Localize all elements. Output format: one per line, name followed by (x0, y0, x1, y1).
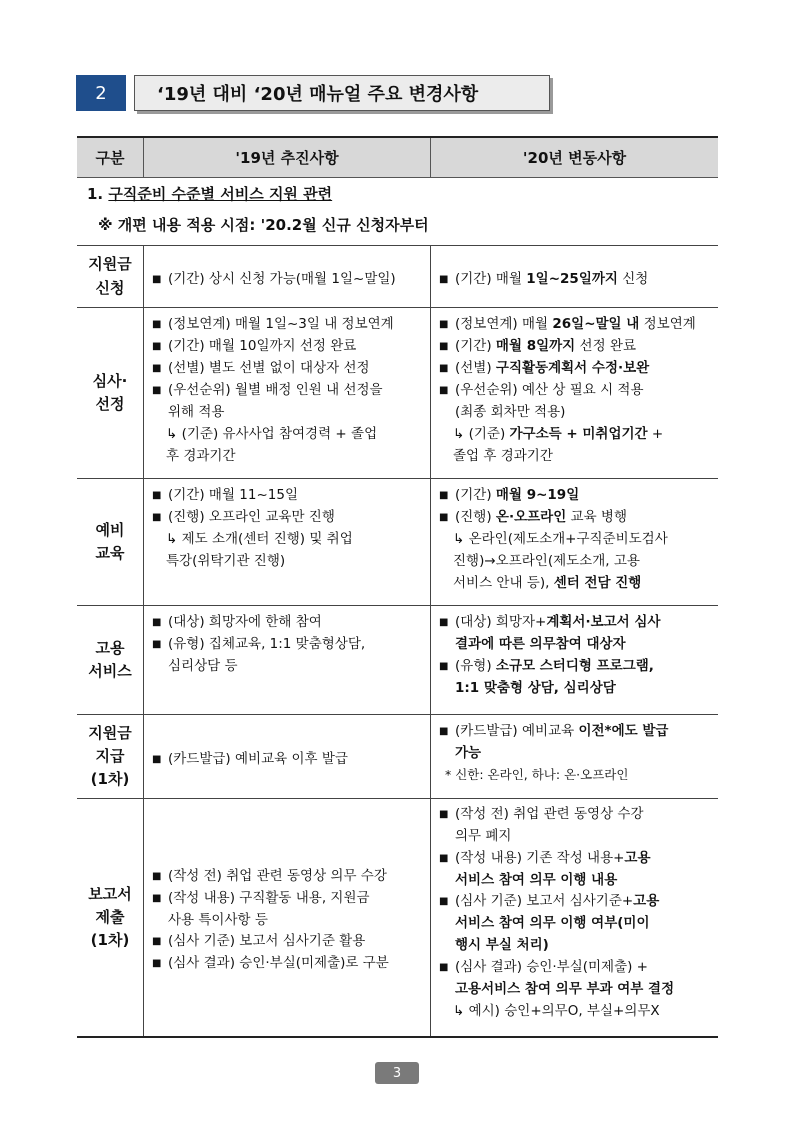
bullet-icon: ■ (439, 809, 449, 820)
section-title: ‘19년 대비 ‘20년 매뉴얼 주요 변경사항 (134, 75, 550, 111)
bullet-icon: ■ (152, 273, 162, 285)
bullet-icon: ■ (439, 490, 449, 501)
list-item: ■ (정보연계) 매월 26일~말일 내 정보연계 (439, 314, 712, 336)
footnote: * 신한: 온라인, 하나: 온·오프라인 (445, 766, 629, 782)
row-category: 보고서 제출 (1차) (77, 799, 144, 1036)
table-row (77, 245, 718, 307)
bullet-icon: ■ (152, 512, 162, 523)
bullet-icon: ■ (439, 319, 449, 330)
bullet-icon: ■ (152, 936, 162, 948)
list-item: ■ (선별) 구직활동계획서 수정·보완 (439, 358, 712, 380)
header-2019: '19년 추진사항 (144, 138, 431, 177)
list-item: ■ (유형) 소규모 스터디형 프로그램, 1:1 맞춤형 상담, 심리상담 (439, 656, 712, 700)
section-number: 2 (76, 75, 126, 111)
bullet-icon: ■ (439, 273, 449, 285)
list-item: ■ (기간) 매월 8일까지 선정 완료 (439, 336, 712, 358)
page-number: 3 (375, 1062, 419, 1084)
list-item: ■ (심사 기준) 보고서 심사기준+고용 서비스 참여 의무 이행 여부(미이 행시 부실 처리) (439, 891, 712, 957)
bullet-icon: ■ (152, 385, 162, 396)
cell-2020 (431, 308, 718, 478)
header-category: 구분 (77, 138, 144, 177)
row-category: 심사· 선정 (77, 308, 144, 478)
sub-item: ↳ 제도 소개(센터 진행) 및 취업 특강(위탁기관 진행) (166, 531, 353, 569)
bullet-icon: ■ (439, 896, 449, 908)
bullet-icon: ■ (152, 892, 162, 904)
list-item: ■ (심사 기준) 보고서 심사기준 활용 (152, 931, 424, 953)
list-item: ■ (유형) 집체교육, 1:1 맞춤형상담, 심리상담 등 (152, 634, 424, 678)
list-item: ■ (기간) 매월 11~15일 (152, 485, 424, 507)
bullet-icon: ■ (439, 617, 449, 628)
list-item: ■ (작성 내용) 구직활동 내용, 지원금 사용 특이사항 등 (152, 888, 424, 932)
bullet-icon: ■ (439, 363, 449, 374)
table-header (77, 136, 718, 178)
sub-item: ↳ 예시) 승인+의무O, 부실+의무X (453, 1002, 660, 1019)
bullet-icon: ■ (152, 490, 162, 501)
row-category: 고용 서비스 (77, 606, 144, 714)
list-item: ■ (기간) 상시 신청 가능(매월 1일~말일) (152, 269, 424, 291)
subsection-note: ※ 개편 내용 적용 시점: '20.2월 신규 신청자부터 (98, 216, 429, 234)
list-item: ■ (카드발급) 예비교육 이전*에도 발급 가능 (439, 721, 712, 765)
list-item: ■ (우선순위) 예산 상 필요 시 적용 (최종 회차만 적용) (439, 380, 712, 424)
bullet-icon: ■ (152, 341, 162, 352)
table-row (77, 714, 718, 798)
bullet-icon: ■ (439, 726, 449, 737)
list-item: ■ (대상) 희망자에 한해 참여 (152, 612, 424, 634)
list-item: ■ (심사 결과) 승인·부실(미제출) + 고용서비스 참여 의무 부과 여부 결정 (439, 957, 712, 1001)
list-item: ■ (기간) 매월 10일까지 선정 완료 (152, 336, 424, 358)
bullet-icon: ■ (439, 660, 449, 672)
list-item: ■ (우선순위) 월별 배정 인원 내 선정을 위해 적용 (152, 380, 424, 424)
bullet-icon: ■ (152, 753, 162, 765)
sub-item: ↳ 온라인(제도소개+구직준비도검사 진행)→오프라인(제도소개, 고용 서비스 안내 등), 센터 전담 진행 (453, 531, 668, 591)
row-category: 지원금 신청 (77, 246, 144, 307)
list-item: ■ (작성 내용) 기존 작성 내용+고용 서비스 참여 의무 이행 내용 (439, 848, 712, 892)
cell-2019 (144, 715, 431, 798)
cell-2020 (431, 799, 718, 1036)
table-row (77, 478, 718, 605)
list-item: ■ (카드발급) 예비교육 이후 발급 (152, 749, 424, 771)
bullet-icon: ■ (152, 870, 162, 882)
bullet-icon: ■ (439, 512, 449, 523)
row-category: 예비 교육 (77, 479, 144, 605)
list-item: ■ (선별) 별도 선별 없이 대상자 선정 (152, 358, 424, 380)
list-item: ■ (심사 결과) 승인·부실(미제출)로 구분 (152, 953, 424, 975)
bullet-icon: ■ (439, 852, 449, 864)
table-row (77, 307, 718, 478)
cell-2019 (144, 479, 431, 605)
bullet-icon: ■ (152, 363, 162, 374)
cell-2020 (431, 606, 718, 714)
list-item: ■ (정보연계) 매월 1일~3일 내 정보연계 (152, 314, 424, 336)
list-item: ■ (작성 전) 취업 관련 동영상 의무 수강 (152, 866, 424, 888)
cell-2019 (144, 606, 431, 714)
cell-2020 (431, 479, 718, 605)
bullet-icon: ■ (152, 958, 162, 970)
bullet-icon: ■ (439, 385, 449, 396)
bullet-icon: ■ (439, 341, 449, 352)
sub-item: ↳ (기준) 가구소득 + 미취업기간 + 졸업 후 경과기간 (453, 425, 664, 464)
cell-2019 (144, 308, 431, 478)
header-2020: '20년 변동사항 (522, 149, 627, 167)
cell-2020 (431, 715, 718, 798)
table-row (77, 798, 718, 1038)
list-item: ■ (진행) 온·오프라인 교육 병행 (439, 507, 712, 529)
list-item: ■ (기간) 매월 9~19일 (439, 485, 712, 507)
bullet-icon: ■ (152, 617, 162, 628)
list-item: ■ (진행) 오프라인 교육만 진행 (152, 507, 424, 529)
cell-2019 (144, 799, 431, 1036)
bullet-icon: ■ (152, 319, 162, 330)
sub-item: ↳ (기준) 유사사업 참여경력 + 졸업 후 경과기간 (166, 425, 378, 464)
cell-2020 (431, 246, 718, 307)
row-category: 지원금 지급 (1차) (77, 715, 144, 798)
list-item: ■ (대상) 희망자+계획서·보고서 심사 결과에 따른 의무참여 대상자 (439, 612, 712, 656)
list-item: ■ (기간) 매월 1일~25일까지 신청 (439, 269, 712, 291)
list-item: ■ (작성 전) 취업 관련 동영상 수강 의무 폐지 (439, 804, 712, 848)
table-row (77, 605, 718, 714)
cell-2019 (144, 246, 431, 307)
bullet-icon: ■ (439, 962, 449, 974)
section-header (76, 75, 550, 111)
bullet-icon: ■ (152, 639, 162, 650)
subsection-title: 1. 구직준비 수준별 서비스 지원 관련 (87, 185, 333, 203)
